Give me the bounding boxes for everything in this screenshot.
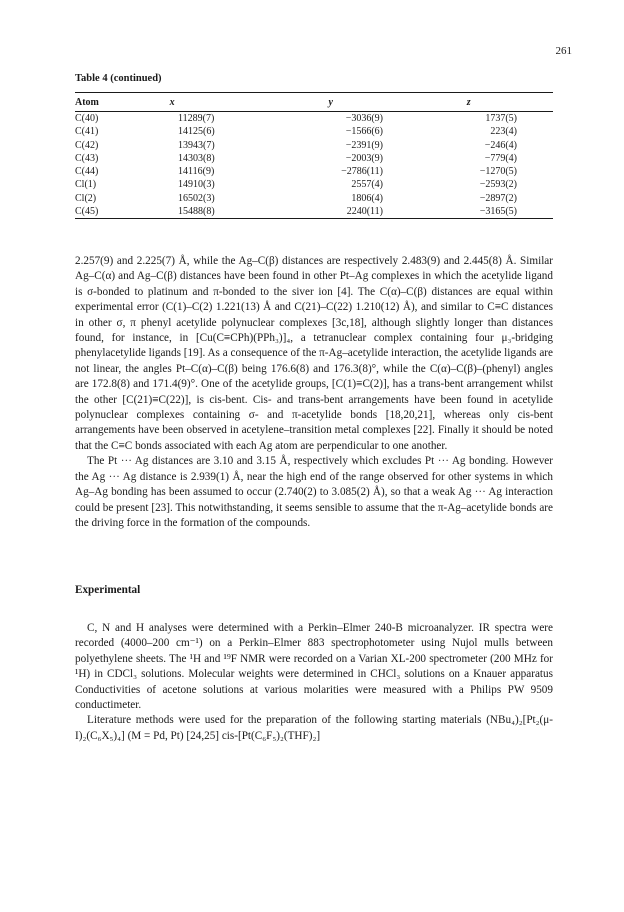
cell-y: −1566(6) <box>345 126 383 138</box>
table-row <box>75 178 553 191</box>
cell-z: −246(4) <box>484 139 517 151</box>
header-y: y <box>328 97 333 108</box>
table-row <box>75 139 553 152</box>
cell-z: 1737(5) <box>485 113 517 124</box>
cell-x: 15488(8) <box>178 206 215 218</box>
cell-x: 14116(9) <box>178 166 215 178</box>
cell-y: 2240(11) <box>346 206 383 218</box>
cell-y: −2391(9) <box>345 139 383 151</box>
discussion-text <box>75 254 553 531</box>
table-header-row <box>75 93 553 111</box>
section-heading-experimental: Experimental <box>75 584 141 596</box>
discussion-paragraph: The Pt ··· Ag distances are 3.10 and 3.15 Å, respectively which excludes Pt ··· Ag bonding. However the Ag ··· Ag distance is 2.939(1) Å, near the high end of the range observed for other systems in which Ag–Ag bonding has been assumed to occur (2.740(2) to 3.085(2) Å), so that a weak Ag ··· Ag interaction could be present [23]. This notwithstanding, it seems sensible to assume that the π-Ag–acetylide bonds are the driving force in the formation of the compounds. <box>75 455 553 529</box>
table-row <box>75 112 553 125</box>
table-row <box>75 192 553 205</box>
cell-y: 1806(4) <box>351 192 383 204</box>
experimental-text <box>75 621 553 744</box>
header-z: z <box>466 97 471 108</box>
cell-x: 13943(7) <box>178 139 215 151</box>
cell-atom: C(44) <box>75 166 99 178</box>
table-row <box>75 152 553 165</box>
cell-z: −3165(5) <box>479 206 517 218</box>
table-row <box>75 125 553 138</box>
cell-y: 2557(4) <box>351 179 383 191</box>
cell-atom: Cl(1) <box>75 179 97 191</box>
cell-x: 14910(3) <box>178 179 215 191</box>
cell-x: 11289(7) <box>178 113 215 124</box>
cell-atom: C(42) <box>75 139 99 151</box>
cell-z: −1270(5) <box>479 166 517 178</box>
cell-atom: C(45) <box>75 206 99 218</box>
cell-atom: C(41) <box>75 126 99 138</box>
table-caption: Table 4 (continued) <box>75 73 162 84</box>
header-atom: Atom <box>75 97 99 108</box>
cell-z: −779(4) <box>484 152 517 164</box>
cell-y: −2786(11) <box>341 166 383 178</box>
cell-atom: C(43) <box>75 152 99 164</box>
cell-z: 223(4) <box>490 126 517 138</box>
cell-atom: Cl(2) <box>75 192 97 204</box>
experimental-paragraph: Literature methods were used for the preparation of the following starting materials (NBu₄)₂[Pt₂(μ-I)₂(C₆X₅)₄] (M = Pd, Pt) [24,25] cis-[Pt(C₆F₅)₂(THF)₂] <box>75 714 553 742</box>
table-row <box>75 205 553 218</box>
cell-y: −3036(9) <box>345 113 383 124</box>
cell-y: −2003(9) <box>345 152 383 164</box>
cell-x: 16502(3) <box>178 192 215 204</box>
cell-z: −2593(2) <box>479 179 517 191</box>
table-bottom-rule <box>75 218 553 219</box>
table-row <box>75 165 553 178</box>
header-x: x <box>169 97 175 108</box>
coordinates-table <box>75 92 553 219</box>
cell-z: −2897(2) <box>479 192 517 204</box>
page-number: 261 <box>555 45 572 57</box>
cell-x: 14303(8) <box>178 152 215 164</box>
cell-atom: C(40) <box>75 113 99 124</box>
cell-x: 14125(6) <box>178 126 215 138</box>
discussion-paragraph: 2.257(9) and 2.225(7) Å, while the Ag–C(β) distances are respectively 2.483(9) and 2.445(8) Å. Similar Ag–C(α) and Ag–C(β) distances have been found in other Pt–Ag complexes in which the acetylide ligand is σ-bonded to platinum and π-bonded to the siver ion [4]. The C(α)–C(β) distances are equal within experimental error (C(1)–C(2) 1.221(13) Å and C(21)–C(22) 1.210(12) Å), and similar to C≡C distances in other σ, π phenyl acetylide polynuclear complexes [3c,18], although slightly longer than distances found, for instance, in [Cu(C≡CPh)(PPh₃)]₄, a tetranuclear complex containing four μ₃-bridging phenylacetylide ligands [19]. As a consequence of the π-Ag–acetylide interaction, the acetylide ligands are not linear, the angles Pt–C(α)–C(β) being 176.6(8) and 176.3(8)°, while the C(α)–C(β)–(phenyl) angles are 172.8(8) and 171.4(9)°. One of the acetylide groups, [C(1)≡C(2)], has a trans-bent arrangement whilst the other [C(21)≡C(22)], is cis-bent. Cis- and trans-bent arrangements have been found in acetylide polynuclear complexes containing σ- and π-acetylide bonds [18,20,21], whereas only cis-bent arrangements have been observed in acetylene–transition metal complexes [22]. Finally it should be noted that the C≡C bonds associated with each Ag atom are perpendicular to one another. <box>75 255 553 452</box>
experimental-paragraph: C, N and H analyses were determined with a Perkin–Elmer 240-B microanalyzer. IR spectra were recorded (4000–200 cm⁻¹) on a Perkin–Elmer 883 spectrophotometer using Nujol mulls between polyethylene sheets. The ¹H and ¹⁹F NMR were recorded on a Varian XL-200 spectrometer (200 MHz for ¹H) in CDCl₃ solutions. Molecular weights were determined in CHCl₃ solutions on a Knauer apparatus Conductivities of acetone solutions at various molarities were measured with a Philips PW 9509 conductimeter. <box>75 622 553 712</box>
